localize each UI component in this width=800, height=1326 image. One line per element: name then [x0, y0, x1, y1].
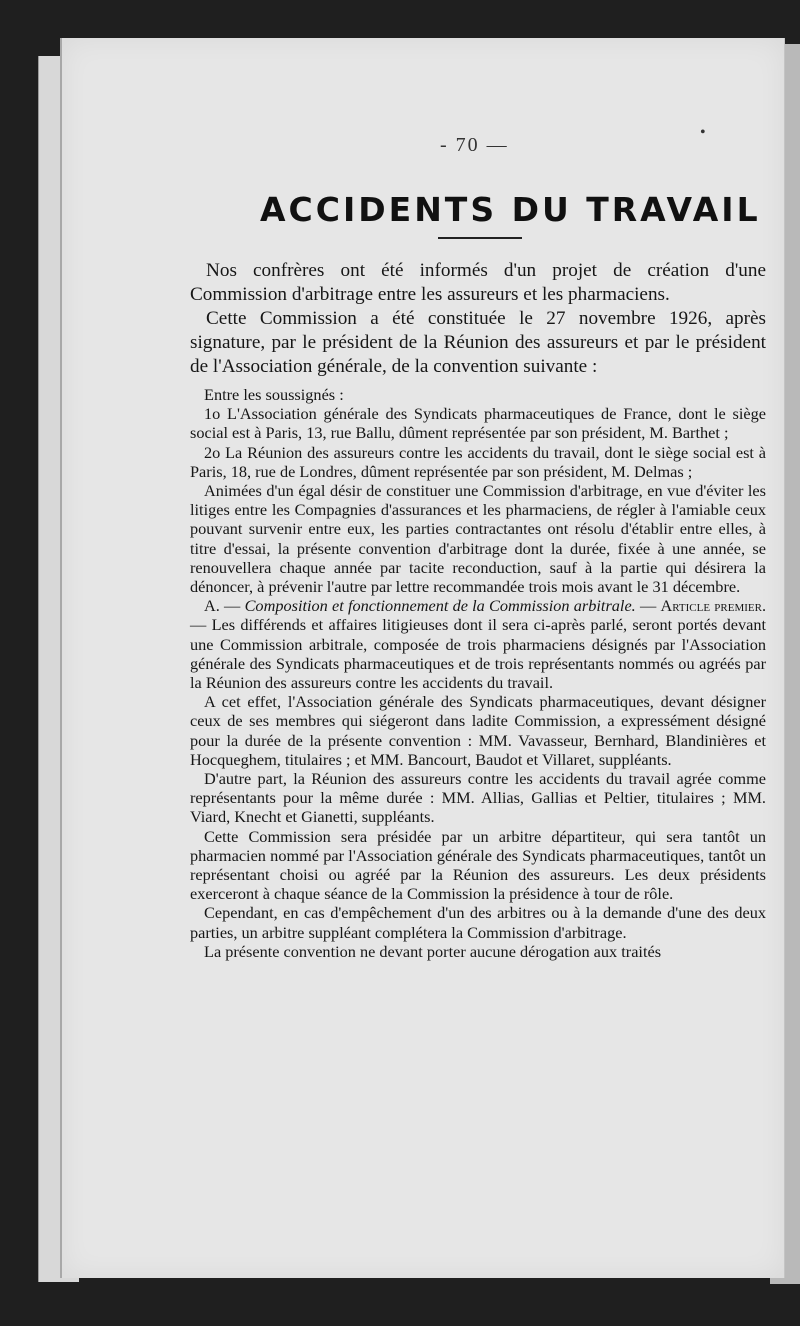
dash: — — [635, 596, 661, 616]
article-label: Article premier. — [660, 596, 767, 616]
convention-paragraph-10: La présente convention ne devant porter aucune dérogation aux traités — [204, 941, 662, 961]
page-title: ACCIDENTS DU TRAVAIL — [260, 190, 761, 229]
intro-section — [190, 259, 766, 379]
convention-paragraph-1: Entre les soussignés : — [204, 385, 344, 404]
ink-mark: • — [700, 124, 706, 141]
article-text: — Les différends et affaires litigieuses dont il sera ci-après parlé, seront portés devant une Commission arbitrale, composée de trois pharmaciens désignés par l'Association générale des Syndicats pharmaceutiques et de trois représentants nommés ou agréés par la Réunion des assureurs contre les accidents du travail. — [190, 615, 766, 693]
intro-paragraph-2: Cette Commission a été constituée le 27 novembre 1926, après signature, par le président de la Réunion des assureurs et par le président de l'Association générale, de la convention suivante : — [190, 308, 766, 377]
convention-text — [190, 385, 766, 961]
convention-paragraph-9: Cependant, en cas d'empêchement d'un des arbitres ou à la demande d'une des deux parties, un arbitre suppléant complétera la Commission d'arbitrage. — [190, 903, 766, 942]
article-body — [190, 259, 766, 961]
section-letter: A. — — [204, 596, 245, 616]
convention-paragraph-7: D'autre part, la Réunion des assureurs contre les accidents du travail agrée comme représentants pour la même durée : MM. Allias, Gallias et Peltier, titulaires ; MM. Viard, Knecht et Gianetti, suppléants. — [190, 769, 766, 827]
convention-paragraph-5 — [190, 596, 766, 692]
section-heading: Composition et fonctionnement de la Commission arbitrale. — [244, 596, 636, 616]
title-rule — [438, 237, 522, 239]
intro-paragraph-1: Nos confrères ont été informés d'un projet de création d'une Commission d'arbitrage entre les assureurs et les pharmaciens. — [190, 260, 766, 305]
convention-paragraph-4: Animées d'un égal désir de constituer une Commission d'arbitrage, en vue d'éviter les litiges entre les Compagnies d'assurances et les pharmaciens, de régler à l'amiable ceux pouvant survenir entre eux, les parties contractantes ont résolu d'établir entre elles, à titre d'essai, la présente convention d'arbitrage dont la durée, fixée à une année, se renouvellera chaque année par tacite reconduction, sauf à la partie qui désirera la dénoncer, à prévenir l'autre par lettre recommandée trois mois avant le 31 décembre. — [190, 481, 766, 597]
page-number: - 70 — — [440, 134, 509, 156]
convention-paragraph-3: 2o La Réunion des assureurs contre les accidents du travail, dont le siège social est à Paris, 18, rue de Londres, dûment représentée par son président, M. Delmas ; — [190, 442, 766, 481]
convention-paragraph-8: Cette Commission sera présidée par un arbitre départiteur, qui sera tantôt un pharmacien nommé par l'Association générale des Syndicats pharmaceutiques, tantôt un représentant choisi ou agréé par la Réunion des assureurs. Les deux présidents exerceront à chaque séance de la Commission la présidence à tour de rôle. — [190, 826, 766, 904]
convention-paragraph-6: A cet effet, l'Association générale des Syndicats pharmaceutiques, devant désigner ceux de ses membres qui siégeront dans ladite Commission, a expressément désigné pour la durée de la présente convention : MM. Vavasseur, Bernhard, Blandinières et Hocqueghem, titulaires ; et MM. Bancourt, Baudot et Villaret, suppléants. — [190, 692, 766, 769]
convention-paragraph-2: 1o L'Association générale des Syndicats pharmaceutiques de France, dont le siège social est à Paris, 13, rue Ballu, dûment représentée par son président, M. Barthet ; — [190, 404, 766, 443]
